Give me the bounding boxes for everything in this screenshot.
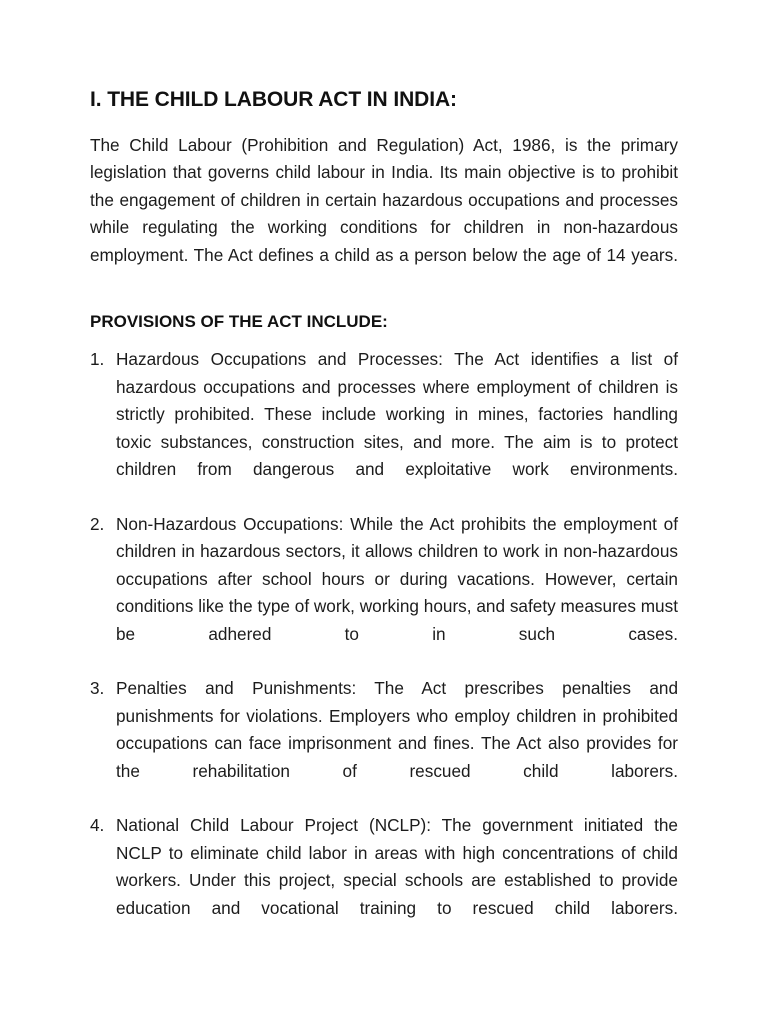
- list-item-text: National Child Labour Project (NCLP): The government initiated the NCLP to eliminate child labor in areas with high concentrations of child workers. Under this project, special schools are established to provide education and vocational training to rescued child laborers.: [116, 815, 678, 918]
- list-item-marker: 1.: [90, 349, 105, 370]
- list-item-text: Non-Hazardous Occupations: While the Act prohibits the employment of children in hazardous sectors, it allows children to work in non-hazardous occupations after school hours or during vacations. However, certain conditions like the type of work, working hours, and safety measures must be adhered to in such cases.: [116, 513, 678, 644]
- provisions-list: [90, 346, 678, 949]
- list-item-marker: 2.: [90, 513, 105, 534]
- intro-paragraph: The Child Labour (Prohibition and Regulation) Act, 1986, is the primary legislation that governs child labour in India. Its main objective is to prohibit the engagement of children in certain hazardous occupations and processes while regulating the working conditions for children in non-hazardous employment. The Act defines a child as a person below the age of 14 years.: [90, 135, 678, 265]
- list-item: [90, 346, 678, 510]
- list-item: [90, 812, 678, 949]
- list-item-marker: 3.: [90, 678, 105, 699]
- page-title: I. THE CHILD LABOUR ACT IN INDIA:: [90, 88, 457, 111]
- section-subheading: PROVISIONS OF THE ACT INCLUDE:: [90, 312, 388, 332]
- list-item-marker: 4.: [90, 815, 105, 836]
- list-item-text: Hazardous Occupations and Processes: The Act identifies a list of hazardous occupations and processes where employment of children is strictly prohibited. These include working in mines, factories handling toxic substances, construction sites, and more. The aim is to protect children from dangerous and exploitative work environments.: [116, 349, 678, 480]
- list-item: [90, 675, 678, 812]
- list-item: [90, 511, 678, 675]
- document-body: [90, 86, 678, 949]
- list-item-text: Penalties and Punishments: The Act prescribes penalties and punishments for violations. Employers who employ children in prohibited occupations can face imprisonment and fines. The Act also provides for the rehabilitation of rescued child laborers.: [116, 678, 678, 781]
